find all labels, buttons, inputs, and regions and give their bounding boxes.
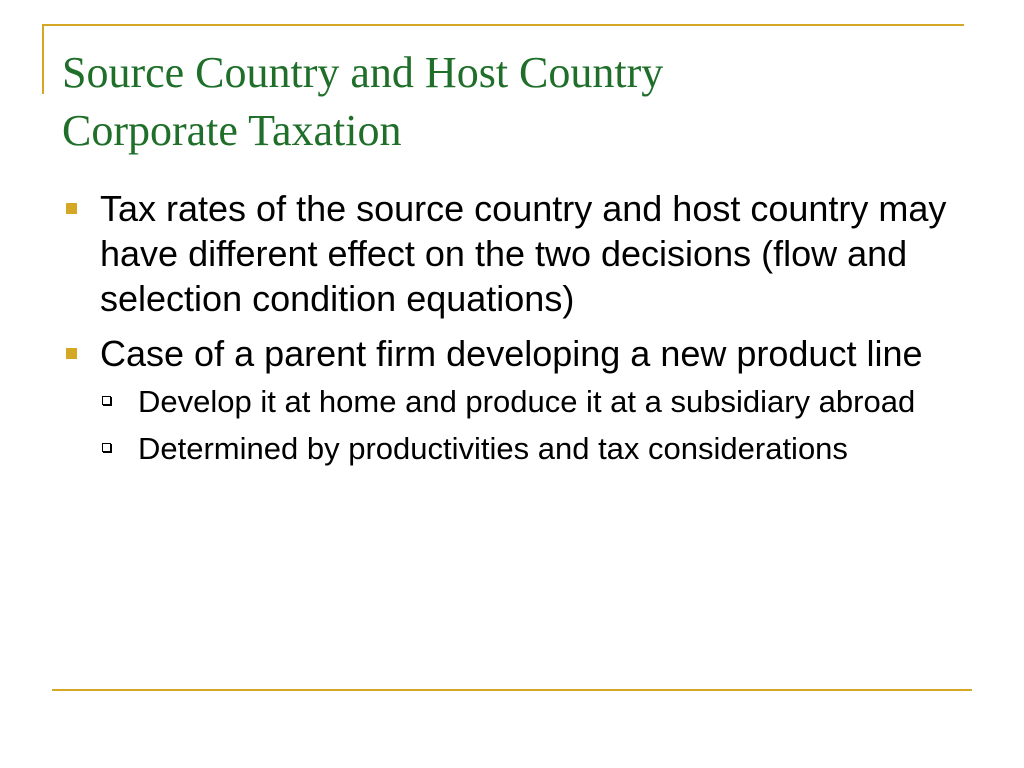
slide-title-line-1: Source Country and Host Country <box>62 48 664 97</box>
left-accent-rule <box>42 24 44 94</box>
bottom-accent-rule <box>52 689 972 691</box>
sub-bullet-text-2: Determined by productivities and tax considerations <box>138 431 848 466</box>
bullet-item-1 <box>62 186 962 321</box>
sub-bullet-text-1: Develop it at home and produce it at a subsidiary abroad <box>138 384 916 419</box>
sub-bullet-item-2 <box>62 429 962 468</box>
bullet-text-1: Tax rates of the source country and host country may have different effect on the two decisions (flow and selection condition equations) <box>100 188 947 319</box>
filled-square-bullet-icon <box>66 203 77 214</box>
sub-bullet-item-1 <box>62 382 962 421</box>
filled-square-bullet-icon <box>66 348 77 359</box>
bullet-text-2: Case of a parent firm developing a new product line <box>100 333 923 374</box>
top-accent-rule <box>42 24 964 26</box>
hollow-square-bullet-icon <box>102 396 111 405</box>
hollow-square-bullet-icon <box>102 443 111 452</box>
slide-title-line-2: Corporate Taxation <box>62 106 402 155</box>
slide-title <box>62 44 962 160</box>
slide-body <box>62 186 962 468</box>
sub-bullet-list <box>62 382 962 468</box>
bullet-item-2 <box>62 331 962 376</box>
